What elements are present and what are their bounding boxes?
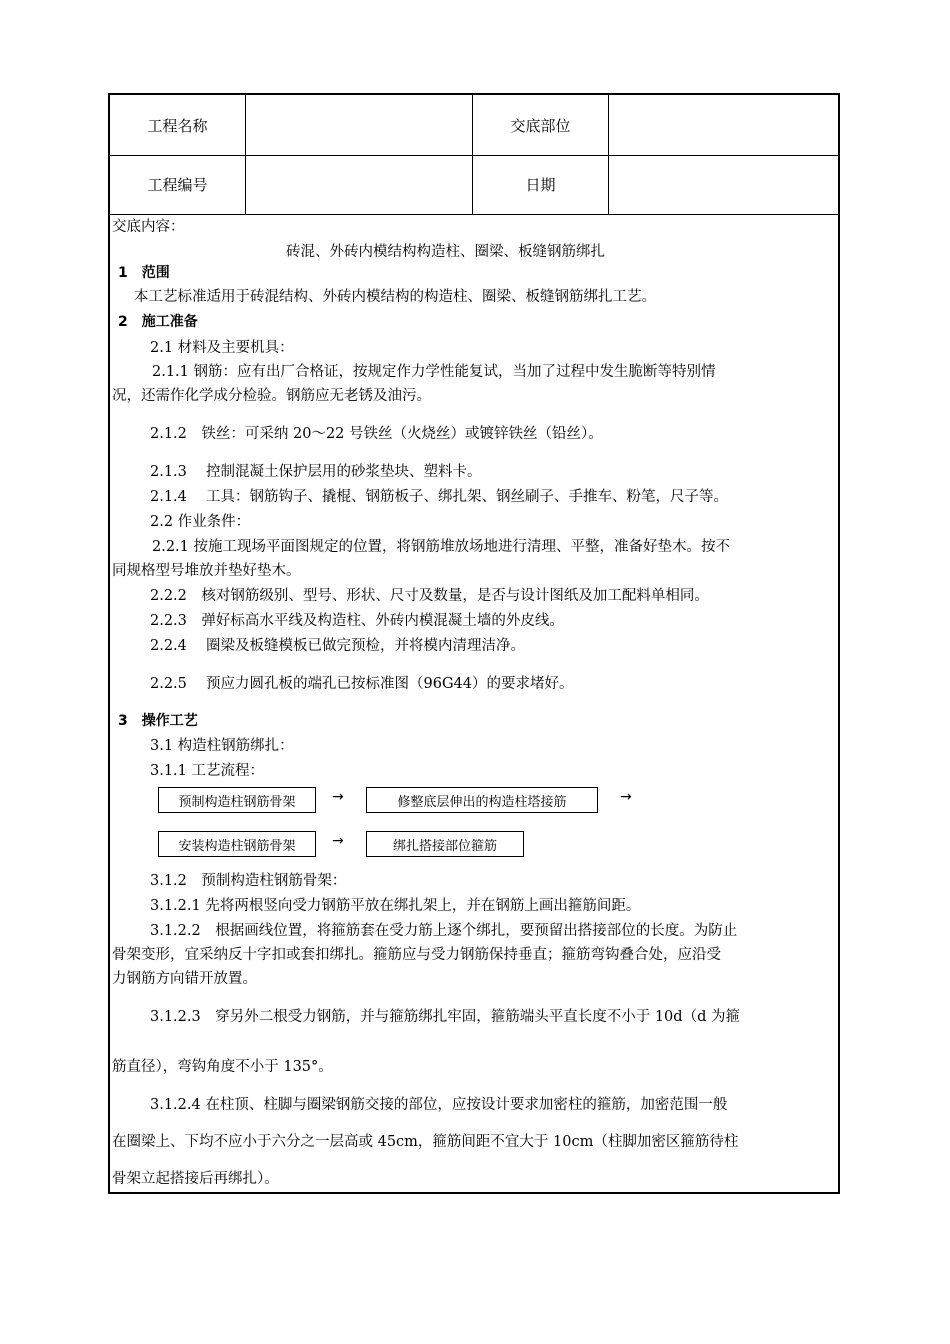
- section-2-1-1-line-1: 2.1.1 钢筋：应有出厂合格证，按规定作力学性能复试，当加了过程中发生脆断等特别情: [152, 364, 716, 380]
- project-name-value[interactable]: [246, 95, 473, 155]
- header-row-2: [110, 155, 838, 215]
- section-3-1-1: 3.1.1 工艺流程：: [150, 763, 265, 779]
- document-frame: [108, 93, 840, 1194]
- flow-box-tie-stirrups: 绑扎搭接部位箍筋: [366, 831, 524, 857]
- section-3-1-2-3-line-2: 筋直径），弯钩角度不小于 135°。: [112, 1059, 333, 1075]
- project-no-value[interactable]: [246, 155, 473, 214]
- section-3-1: 3.1 构造柱钢筋绑扎：: [150, 738, 294, 754]
- flow-arrow-2: →: [620, 789, 632, 805]
- section-2-1-4: 2.1.4 工具：钢筋钩子、撬棍、钢筋板子、绑扎架、钢丝刷子、手推车、粉笔，尺子等。: [150, 489, 728, 505]
- doc-title: 砖混、外砖内模结构构造柱、圈梁、板缝钢筋绑扎: [286, 244, 605, 260]
- section-2-2-4: 2.2.4 圈梁及板缝模板已做完预检，并将模内清理洁净。: [150, 638, 526, 654]
- section-2-2: 2.2 作业条件：: [150, 514, 251, 530]
- section-2-heading: 2 施工准备: [118, 314, 198, 330]
- handover-part-value[interactable]: [609, 95, 838, 155]
- section-2-1-1-line-2: 况，还需作化学成分检验。钢筋应无老锈及油污。: [112, 388, 431, 404]
- section-2-2-2: 2.2.2 核对钢筋级别、型号、形状、尺寸及数量，是否与设计图纸及加工配料单相同。: [150, 588, 709, 604]
- section-2-2-3: 2.2.3 弹好标高水平线及构造柱、外砖内模混凝土墙的外皮线。: [150, 613, 564, 629]
- section-3-1-2-4-line-2: 在圈梁上、下均不应小于六分之一层高或 45cm，箍筋间距不宜大于 10cm（柱脚加密区箍筋待柱: [112, 1134, 739, 1150]
- section-3-1-2-4-line-3: 骨架立起搭接后再绑扎）。: [112, 1171, 279, 1187]
- section-2-1-3: 2.1.3 控制混凝土保护层用的砂浆垫块、塑料卡。: [150, 464, 482, 480]
- section-3-1-2-2-line-2: 骨架变形，宜采纳反十字扣或套扣绑扎。箍筋应与受力钢筋保持垂直；箍筋弯钩叠合处，应沿受: [112, 947, 721, 963]
- section-3-1-2-2-line-3: 力钢筋方向错开放置。: [112, 971, 257, 987]
- section-3-heading: 3 操作工艺: [118, 713, 198, 729]
- section-2-2-5: 2.2.5 预应力圆孔板的端孔已按标准图（96G44）的要求堵好。: [150, 676, 574, 692]
- section-2-2-1-line-1: 2.2.1 按施工现场平面图规定的位置，将钢筋堆放场地进行清理、平整，准备好垫木。按不: [152, 539, 730, 555]
- section-3-1-2-2-line-1: 3.1.2.2 根据画线位置，将箍筋套在受力筋上逐个绑扎，要预留出搭接部位的长度。为防止: [150, 923, 738, 939]
- date-label: 日期: [473, 155, 609, 214]
- project-no-label: 工程编号: [110, 155, 246, 214]
- section-1-heading: 1 范围: [118, 265, 170, 281]
- section-3-1-2-3-line-1: 3.1.2.3 穿另外二根受力钢筋，并与箍筋绑扎牢固，箍筋端头平直长度不小于 10d（d 为箍: [150, 1009, 740, 1025]
- date-value[interactable]: [609, 155, 838, 214]
- section-3-1-2-1: 3.1.2.1 先将两根竖向受力钢筋平放在绑扎架上，并在钢筋上画出箍筋间距。: [150, 898, 641, 914]
- section-1-text: 本工艺标准适用于砖混结构、外砖内模结构的构造柱、圈梁、板缝钢筋绑扎工艺。: [134, 289, 656, 305]
- flow-box-install-cage: 安装构造柱钢筋骨架: [158, 831, 316, 857]
- header-row-1: [110, 95, 838, 156]
- handover-part-label: 交底部位: [473, 95, 609, 155]
- section-3-1-2: 3.1.2 预制构造柱钢筋骨架：: [150, 873, 347, 889]
- flow-arrow-3: →: [332, 833, 344, 849]
- section-2-1-2: 2.1.2 铁丝：可采纳 20～22 号铁丝（火烧丝）或镀锌铁丝（铅丝）。: [150, 426, 603, 442]
- section-2-2-1-line-2: 同规格型号堆放并垫好垫木。: [112, 563, 301, 579]
- project-name-label: 工程名称: [110, 95, 246, 155]
- section-3-1-2-4-line-1: 3.1.2.4 在柱顶、柱脚与圈梁钢筋交接的部位，应按设计要求加密柱的箍筋，加密范围一般: [150, 1097, 728, 1113]
- intro-label: 交底内容：: [112, 219, 185, 235]
- flow-box-trim-lap-bars: 修整底层伸出的构造柱塔接筋: [366, 787, 598, 813]
- flow-arrow-1: →: [332, 789, 344, 805]
- section-2-1: 2.1 材料及主要机具：: [150, 340, 294, 356]
- flow-box-prefabricate-cage: 预制构造柱钢筋骨架: [158, 787, 316, 813]
